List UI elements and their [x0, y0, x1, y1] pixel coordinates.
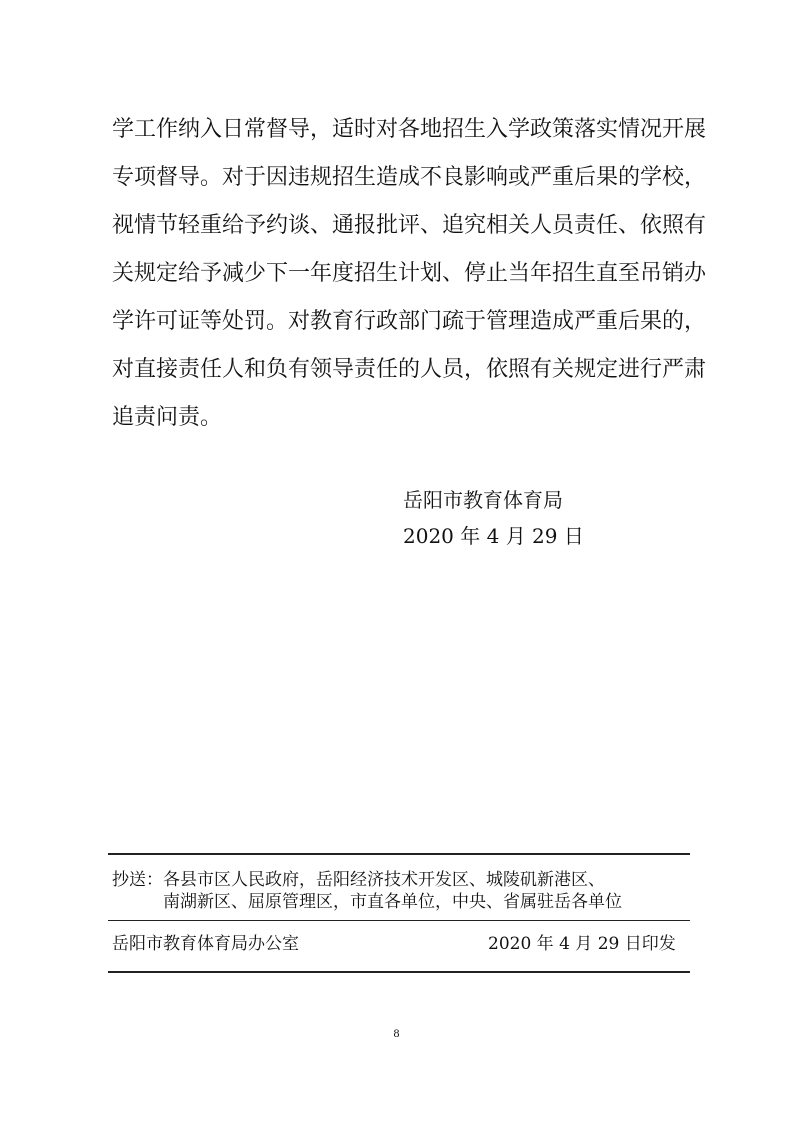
footer-middle-rule — [108, 920, 690, 921]
body-line: 专项督导。对于因违规招生造成不良影响或严重后果的学校， — [112, 165, 707, 190]
issue-date: 2020 年 4 月 29 日 — [403, 524, 584, 548]
print-date: 2020 年 4 月 29 日印发 — [488, 934, 676, 954]
body-line: 追责问责。 — [112, 405, 223, 430]
cc-recipients-line2: 南湖新区、屈原管理区，市直各单位，中央、省属驻岳各单位 — [163, 892, 622, 912]
body-line: 关规定给予减少下一年度招生计划、停止当年招生直至吊销办 — [112, 261, 707, 286]
page-number: 8 — [393, 1026, 400, 1040]
cc-recipients-line1: 各县市区人民政府，岳阳经济技术开发区、城陵矶新港区、 — [163, 870, 605, 890]
footer-bottom-rule — [108, 971, 690, 973]
issuing-office: 岳阳市教育体育局办公室 — [112, 934, 299, 954]
body-line: 学许可证等处罚。对教育行政部门疏于管理造成严重后果的， — [112, 309, 707, 334]
footer-top-rule — [108, 853, 690, 855]
body-line: 学工作纳入日常督导，适时对各地招生入学政策落实情况开展 — [112, 117, 707, 142]
issuer-name: 岳阳市教育体育局 — [403, 488, 563, 512]
cc-label: 抄送： — [112, 870, 163, 890]
body-line: 视情节轻重给予约谈、通报批评、追究相关人员责任、依照有 — [112, 213, 707, 238]
body-line: 对直接责任人和负有领导责任的人员，依照有关规定进行严肃 — [112, 357, 707, 382]
